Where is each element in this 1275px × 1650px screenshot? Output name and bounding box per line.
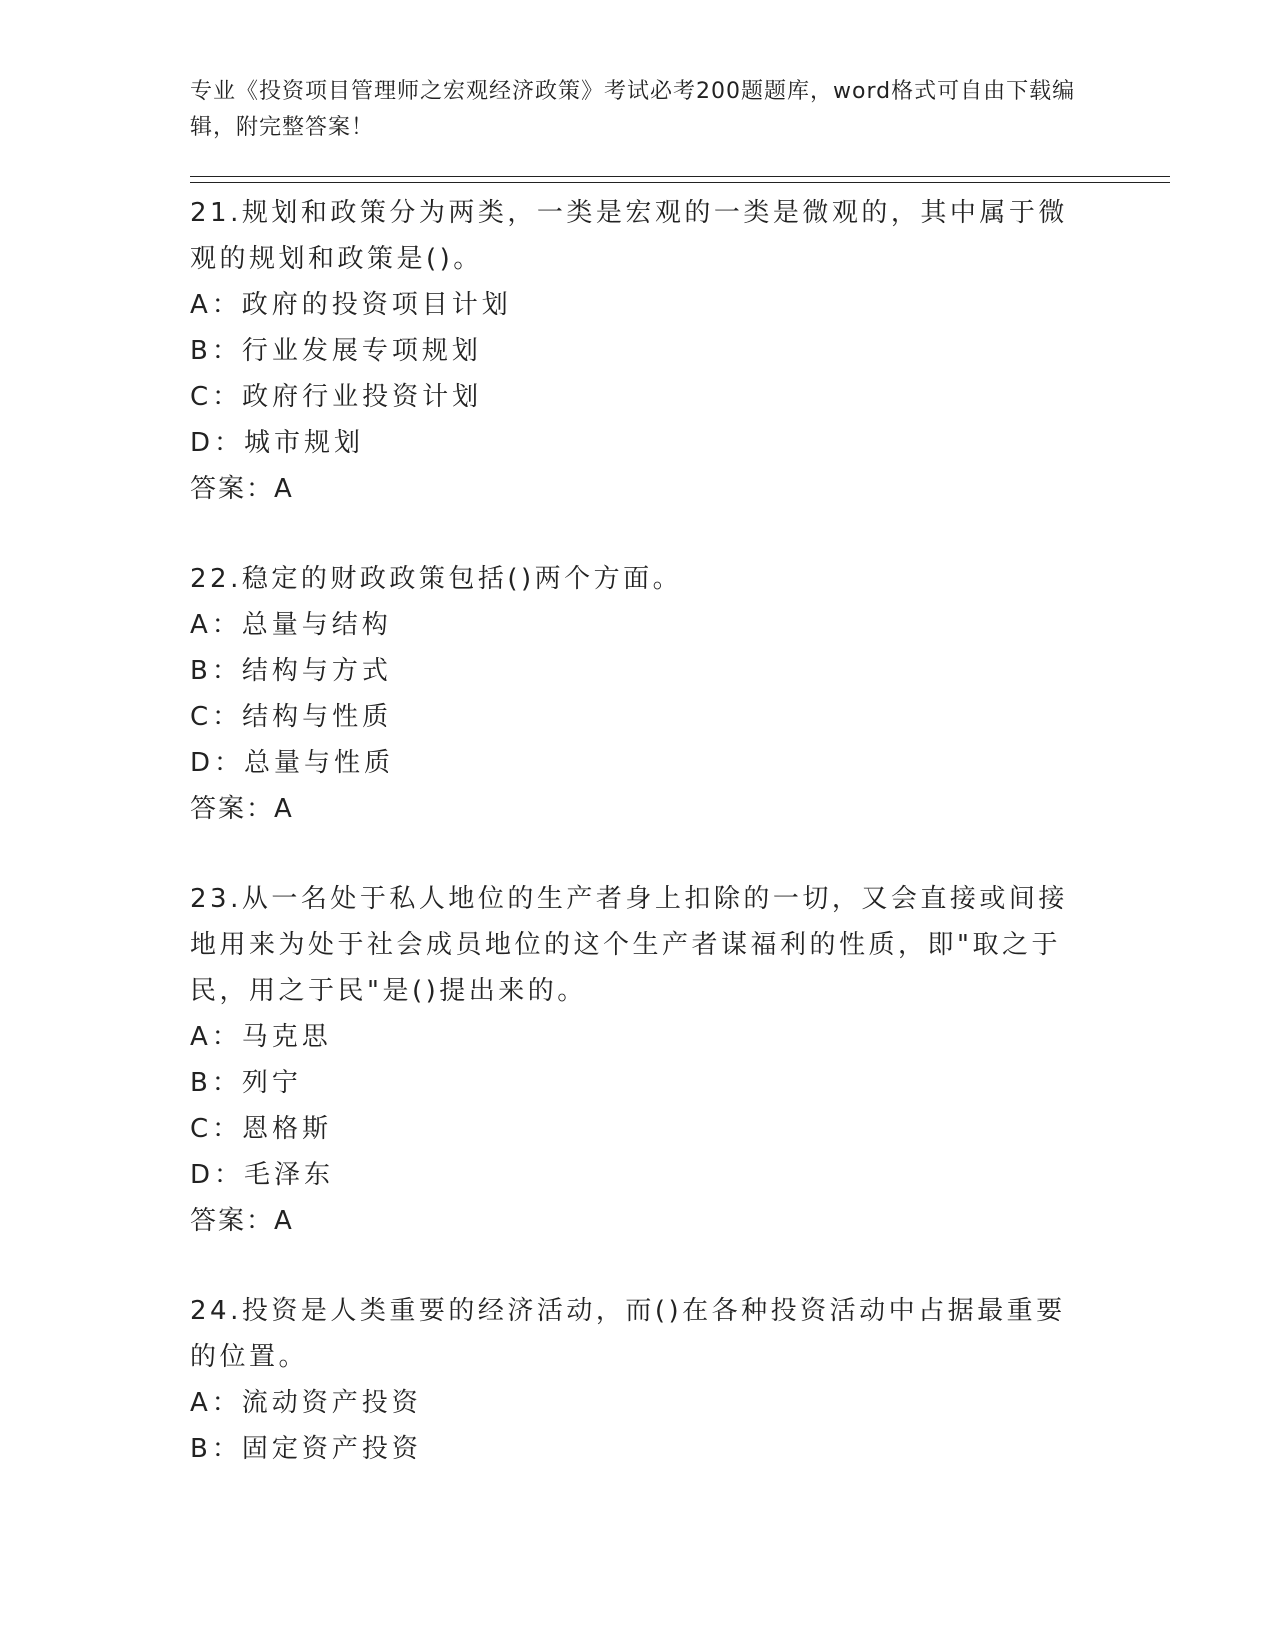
answer: 答案：A bbox=[190, 474, 294, 504]
option-b: B：固定资产投资 bbox=[190, 1434, 422, 1464]
option-b: B：行业发展专项规划 bbox=[190, 336, 482, 366]
option-a: A：总量与结构 bbox=[190, 610, 392, 640]
header-divider-bottom bbox=[190, 182, 1170, 183]
option-d: D：毛泽东 bbox=[190, 1160, 335, 1190]
question-stem: 22.稳定的财政政策包括()两个方面。 bbox=[190, 564, 683, 594]
question-stem: 21.规划和政策分为两类，一类是宏观的一类是微观的，其中属于微观的规划和政策是()。 bbox=[190, 198, 1068, 274]
option-a: A：流动资产投资 bbox=[190, 1388, 422, 1418]
question-23 bbox=[190, 876, 1090, 1244]
answer: 答案：A bbox=[190, 794, 294, 824]
option-a: A：政府的投资项目计划 bbox=[190, 290, 512, 320]
option-b: B：列宁 bbox=[190, 1068, 302, 1098]
option-a: A：马克思 bbox=[190, 1022, 332, 1052]
question-24 bbox=[190, 1288, 1090, 1472]
option-d: D：总量与性质 bbox=[190, 748, 395, 778]
header-divider-top bbox=[190, 176, 1170, 177]
question-stem: 23.从一名处于私人地位的生产者身上扣除的一切，又会直接或间接地用来为处于社会成员地位的这个生产者谋福利的性质，即"取之于民，用之于民"是()提出来的。 bbox=[190, 884, 1068, 1006]
header-note: 专业《投资项目管理师之宏观经济政策》考试必考200题题库，word格式可自由下载编辑，附完整答案！ bbox=[190, 79, 1076, 140]
answer: 答案：A bbox=[190, 1206, 294, 1236]
question-list bbox=[190, 190, 1090, 1516]
question-21 bbox=[190, 190, 1090, 512]
option-c: C：结构与性质 bbox=[190, 702, 393, 732]
question-22 bbox=[190, 556, 1090, 832]
option-d: D：城市规划 bbox=[190, 428, 365, 458]
option-c: C：恩格斯 bbox=[190, 1114, 333, 1144]
option-b: B：结构与方式 bbox=[190, 656, 392, 686]
question-stem: 24.投资是人类重要的经济活动，而()在各种投资活动中占据最重要的位置。 bbox=[190, 1296, 1066, 1372]
option-c: C：政府行业投资计划 bbox=[190, 382, 483, 412]
